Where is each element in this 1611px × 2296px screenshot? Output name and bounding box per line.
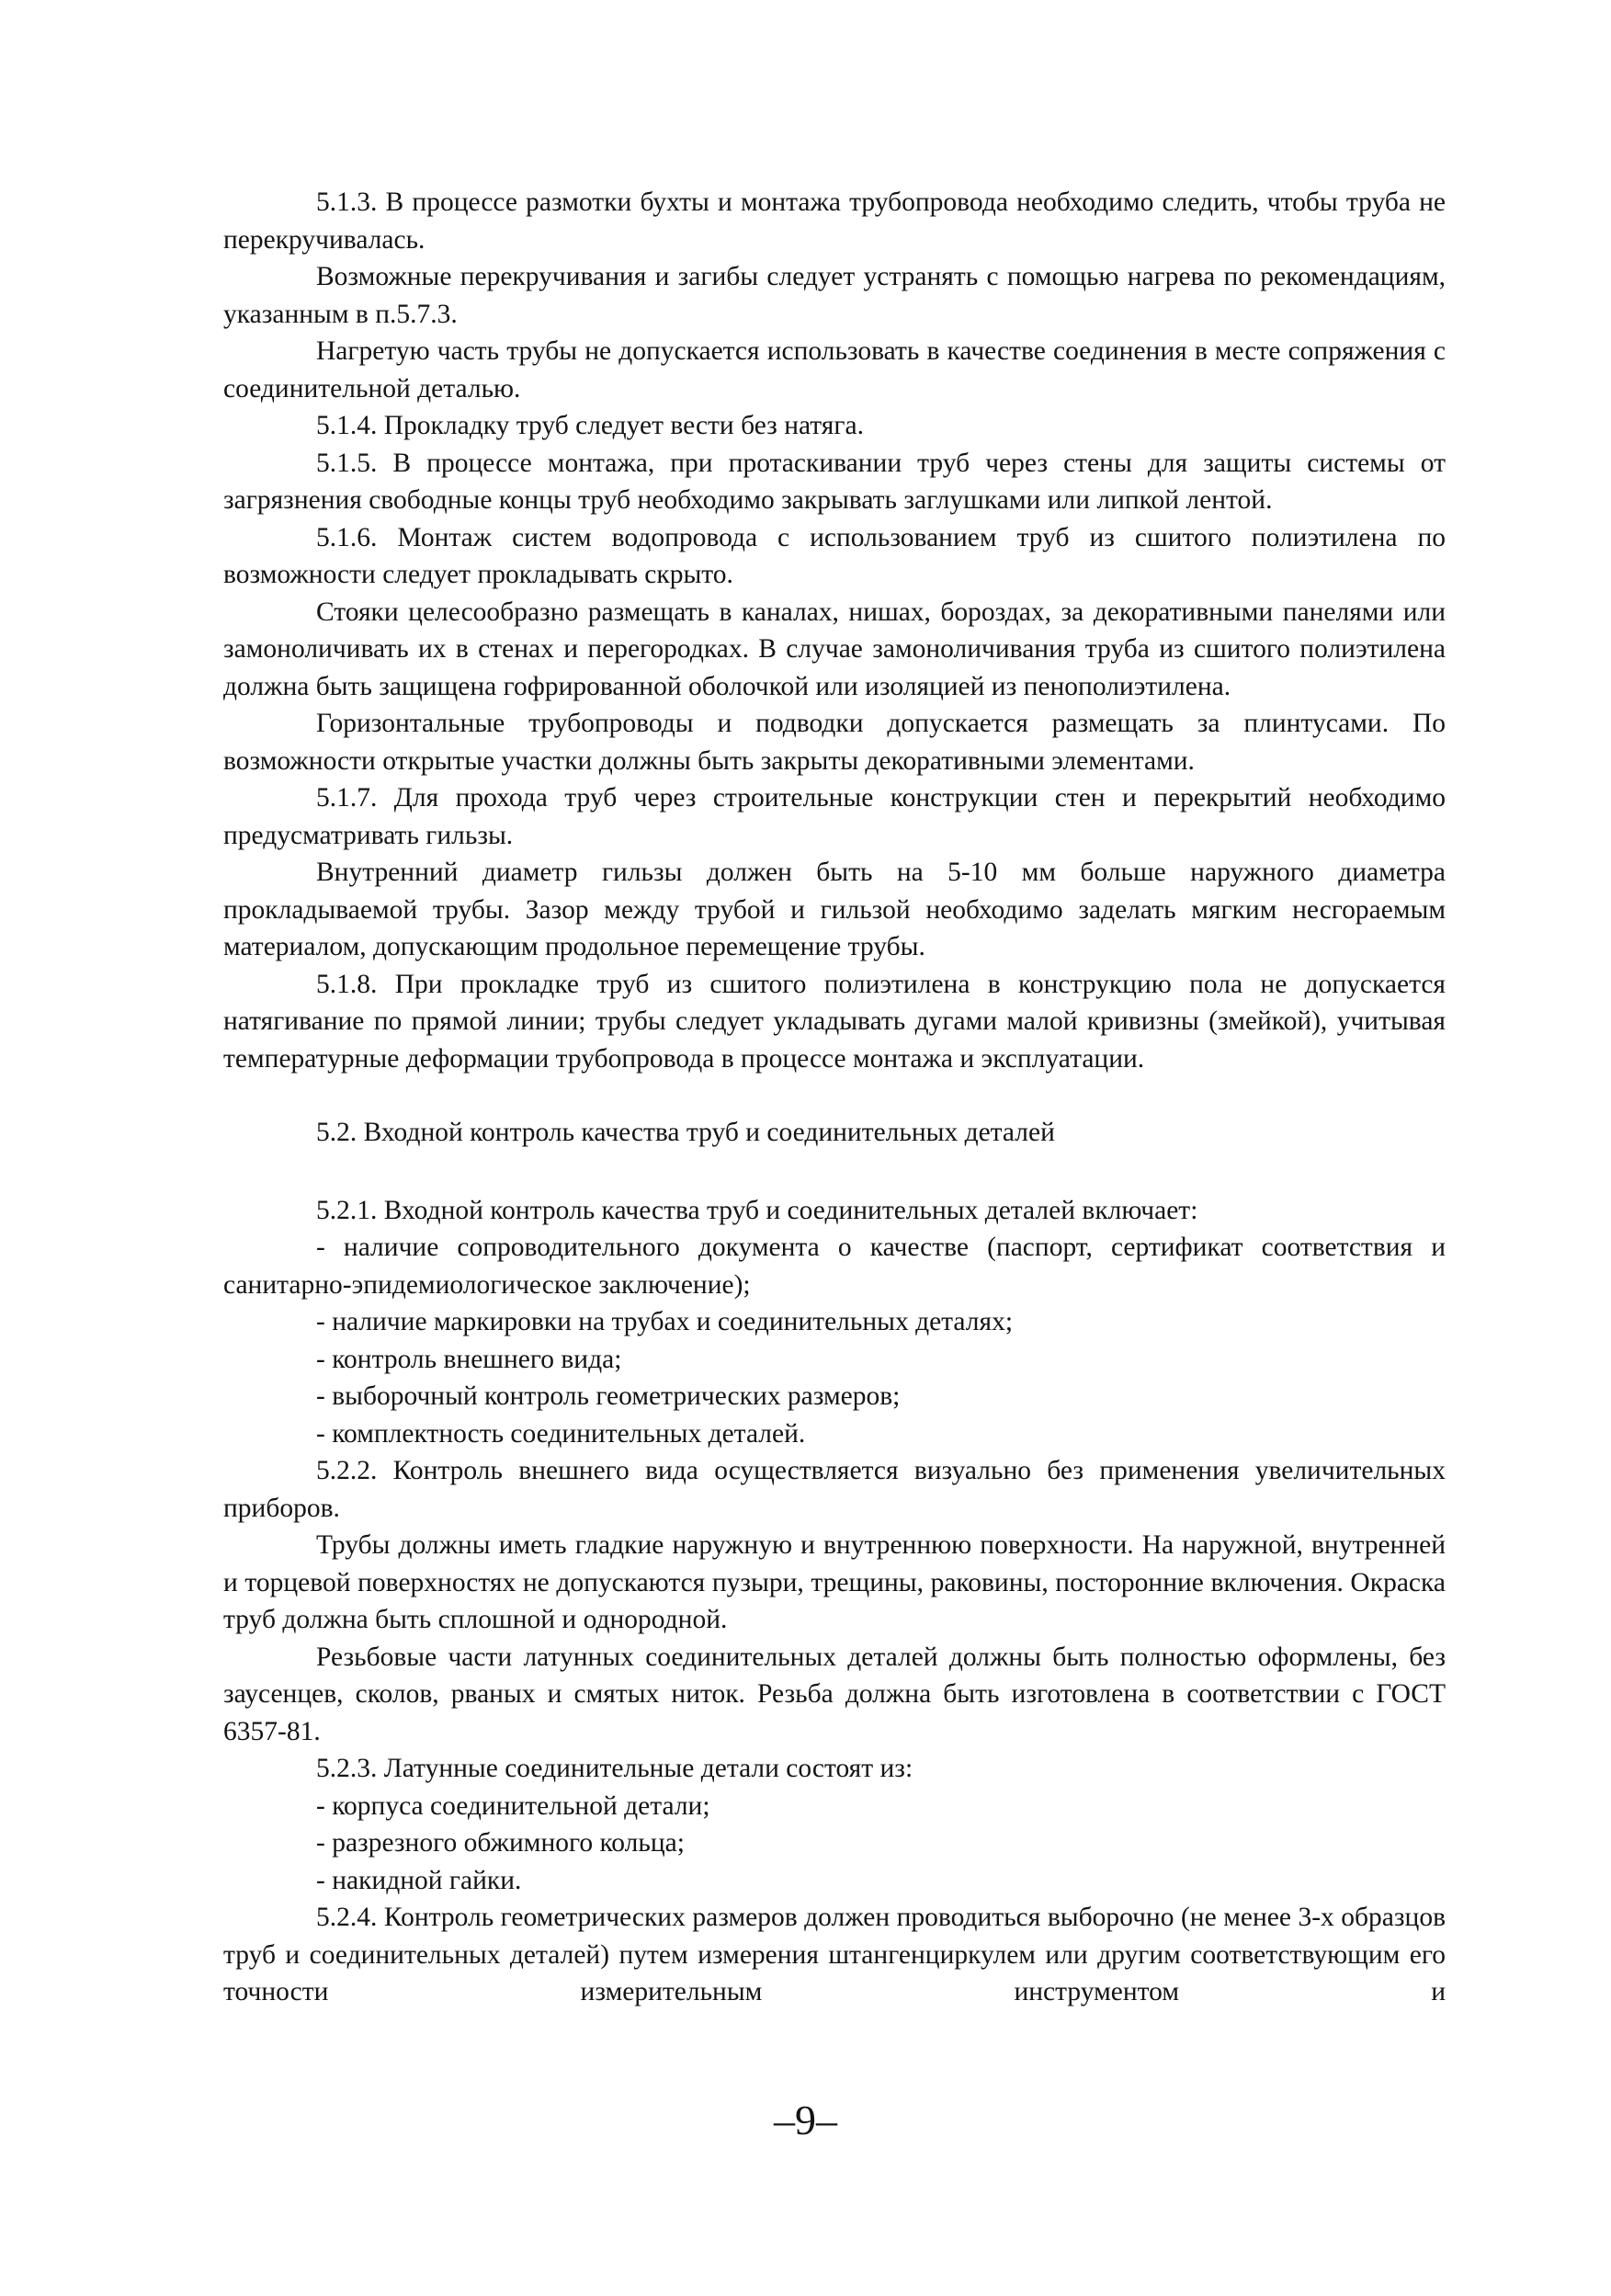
paragraph-risers: Стояки целесообразно размещать в каналах, нишах, бороздах, за декоративными панелями или замоноличивать их в стенах и перегородках. В случае замоноличивания труба из сшитого полиэтилена должна быть защищена гофрированной оболочкой или изоляцией из пенополиэтилена. xyxy=(223,597,1446,701)
paragraph-5-1-3: 5.1.3. В процессе размотки бухты и монтажа трубопровода необходимо следить, чтобы труба не перекручивалась. xyxy=(223,188,1446,255)
paragraph-5-2-1: 5.2.1. Входной контроль качества труб и соединительных деталей включает: xyxy=(316,1195,1198,1225)
paragraph-horizontal-pipes: Горизонтальные трубопроводы и подводки допускается размещать за плинтусами. По возможности открытые участки должны быть закрыты декоративными элементами. xyxy=(223,709,1446,776)
paragraph-5-1-5: 5.1.5. В процессе монтажа, при протаскивании труб через стены для защиты системы от загрязнения свободные концы труб необходимо закрывать заглушками или липкой лентой. xyxy=(223,448,1446,515)
paragraph-5-1-6: 5.1.6. Монтаж систем водопровода с использованием труб из сшитого полиэтилена по возможности следует прокладывать скрыто. xyxy=(223,522,1446,589)
list-item: - контроль внешнего вида; xyxy=(316,1344,622,1374)
paragraph-heated-part: Нагретую часть трубы не допускается использовать в качестве соединения в месте сопряжения с соединительной деталью. xyxy=(223,336,1446,404)
list-item: - комплектность соединительных деталей. xyxy=(316,1418,806,1449)
spacer xyxy=(223,1077,1446,1114)
paragraph-5-1-4: 5.1.4. Прокладку труб следует вести без натяга. xyxy=(316,411,864,440)
spacer xyxy=(223,1152,1446,1192)
paragraph-5-2-4: 5.2.4. Контроль геометрических размеров должен проводиться выборочно (не менее 3-х образцов труб и соединительных деталей) путем измерения штангенциркулем или другим соответствующим его точности измерительным инструментом и xyxy=(223,1903,1446,2006)
paragraph-surfaces: Трубы должны иметь гладкие наружную и внутреннюю поверхности. На наружной, внутренней и торцевой поверхностях не допускаются пузыри, трещины, раковины, посторонние включения. Окраска труб должна быть сплошной и однородной. xyxy=(223,1530,1446,1634)
paragraph-5-2-2: 5.2.2. Контроль внешнего вида осуществляется визуально без применения увеличительных приборов. xyxy=(223,1456,1446,1523)
list-item: - разрезного обжимного кольца; xyxy=(316,1828,685,1858)
paragraph-threads: Резьбовые части латунных соединительных деталей должны быть полностью оформлены, без заусенцев, сколов, рваных и смятых ниток. Резьба должна быть изготовлена в соответствии с ГОСТ 6357-81. xyxy=(223,1642,1446,1746)
list-item: - корпуса соединительной детали; xyxy=(316,1790,710,1821)
paragraph-sleeve-diameter: Внутренний диаметр гильзы должен быть на 5-10 мм больше наружного диаметра прокладываемой трубы. Зазор между трубой и гильзой необходимо заделать мягким несгораемым материалом, допускающим продольное перемещение трубы. xyxy=(223,858,1446,961)
list-item: - наличие сопроводительного документа о качестве (паспорт, сертификат соответствия и санитарно-эпидемиологическое заключение); xyxy=(223,1233,1446,1300)
paragraph-5-1-8: 5.1.8. При прокладке труб из сшитого полиэтилена в конструкцию пола не допускается натягивание по прямой линии; трубы следует укладывать дугами малой кривизны (змейкой), учитывая температурные деформации трубопровода в процессе монтажа и эксплуатации. xyxy=(223,969,1446,1074)
paragraph-bending: Возможные перекручивания и загибы следует устранять с помощью нагрева по рекомендациям, указанным в п.5.7.3. xyxy=(223,262,1446,329)
paragraph-5-2-3: 5.2.3. Латунные соединительные детали состоят из: xyxy=(316,1754,913,1783)
document-body xyxy=(223,184,1446,2011)
list-item: - накидной гайки. xyxy=(316,1865,522,1895)
section-heading: 5.2. Входной контроль качества труб и соединительных деталей xyxy=(316,1118,1055,1147)
paragraph-5-1-7: 5.1.7. Для прохода труб через строительные конструкции стен и перекрытий необходимо предусматривать гильзы. xyxy=(223,783,1446,850)
page-number: –9– xyxy=(774,2097,837,2143)
list-item: - наличие маркировки на трубах и соединительных деталях; xyxy=(316,1307,1014,1336)
list-item: - выборочный контроль геометрических размеров; xyxy=(316,1381,901,1411)
